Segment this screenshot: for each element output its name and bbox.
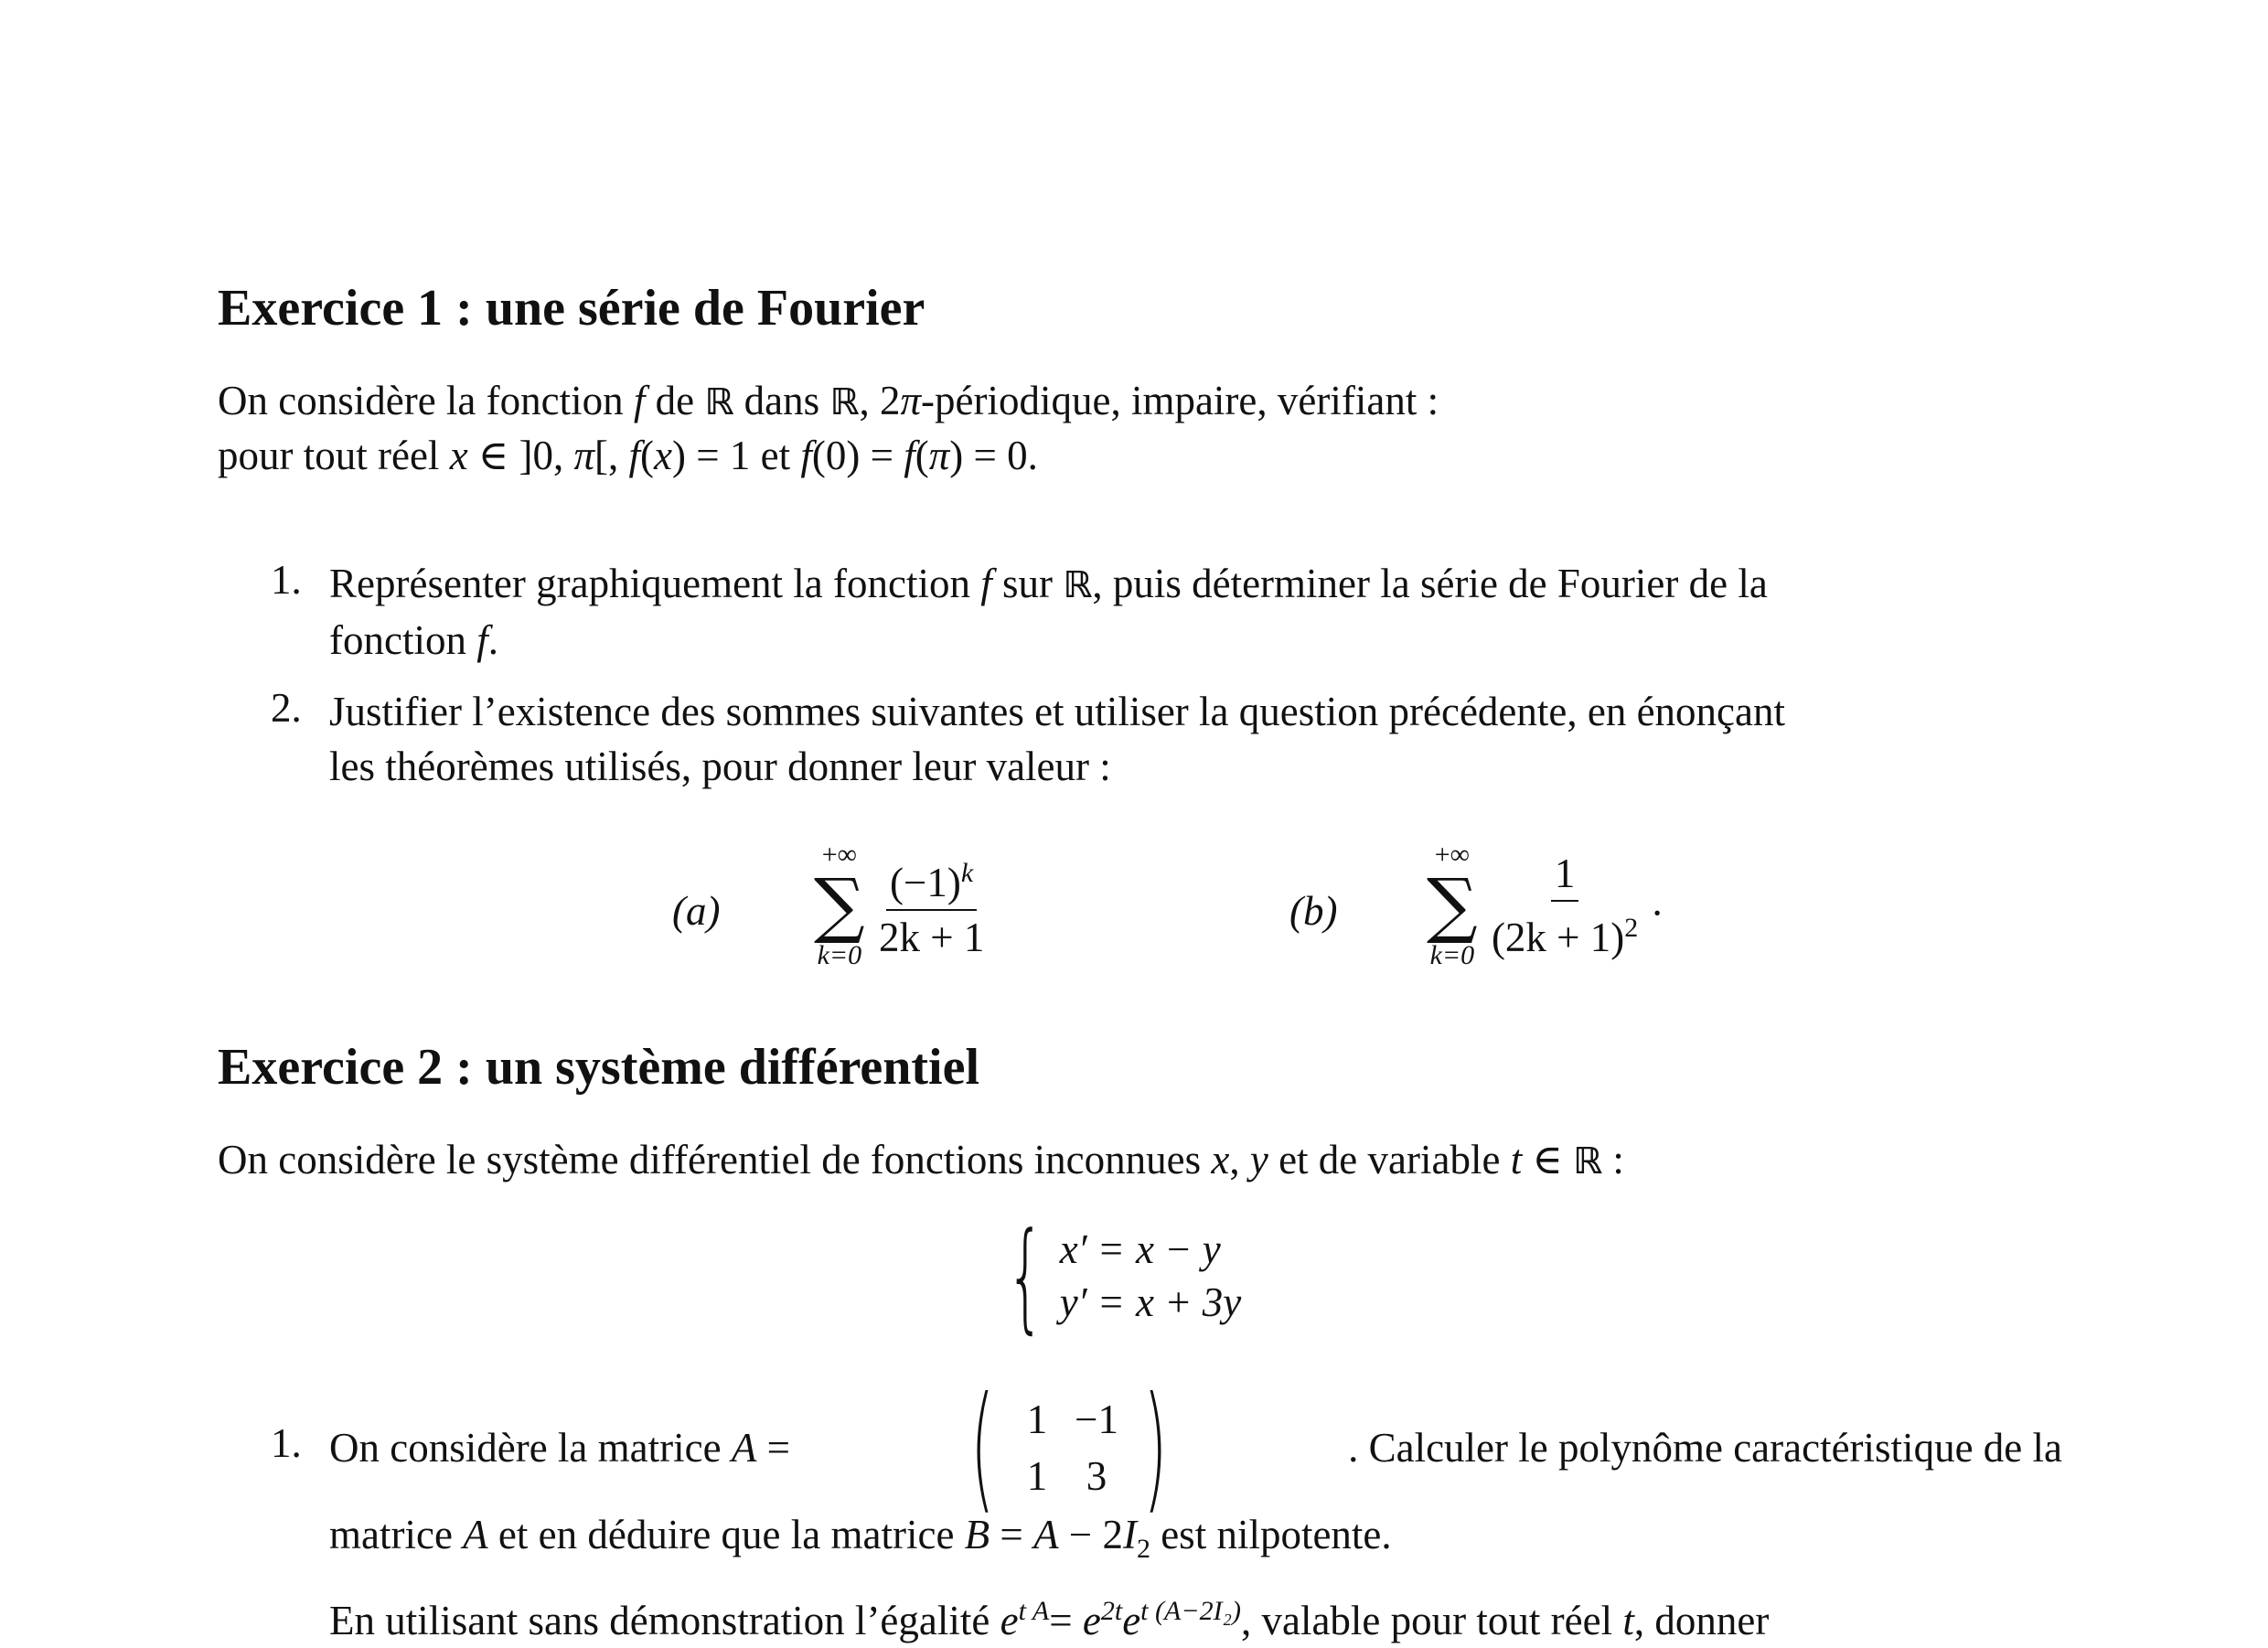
left-paren-icon: ( [970,1368,995,1527]
text: ∈ ]0, [467,433,574,478]
math-pi: π [573,433,595,478]
text: Représenter graphiquement la fonction [329,561,981,606]
text: . [1652,878,1663,925]
text: ) = 0. [949,433,1038,478]
question-number: 2. [271,685,302,731]
matrix-entry: 3 [1086,1453,1107,1499]
text: [, [594,433,629,478]
text: ∈ [1522,1137,1574,1182]
sum-a [814,840,988,971]
text: et en déduire que la matrice [487,1512,965,1557]
text: (−1) [890,860,961,905]
question-line [329,1584,2062,1648]
exponent: 2 [1624,913,1639,943]
upper-limit: +∞ [821,840,857,870]
question-number: 1. [271,557,302,603]
exercise-2-question-1 [329,1368,2062,1648]
equals: = [1099,1279,1123,1325]
math-f: f [904,433,915,478]
sigma-icon: ∑ [1427,864,1478,947]
math-x: x [654,433,673,478]
text: matrice [329,1512,464,1557]
exercise-1-title: Exercice 1 : une série de Fourier [218,280,925,337]
sigma-icon: ∑ [814,864,865,947]
text [329,1420,790,1475]
lower-limit: k=0 [1429,940,1475,970]
question-line: les théorèmes utilisés, pour donner leur valeur : [329,744,1111,789]
system-equations [1060,1223,1242,1329]
fraction [1488,847,1642,964]
math-reals: ℝ [829,381,860,423]
math-f: f [628,433,641,478]
text: ( [640,433,655,478]
sum-a-label [672,887,720,935]
math-x: x [449,433,468,478]
exercise-1-question-1 [329,556,2058,668]
text: et de variable [1268,1137,1511,1182]
math-A: A [463,1512,488,1557]
question-number: 1. [271,1420,302,1466]
lower-limit: k=0 [817,940,862,970]
text: On considère le système différentiel de fonctions inconnues [218,1137,1212,1182]
text: On considère la matrice [329,1425,732,1471]
math-A: A [731,1425,757,1471]
equation-rhs: x + 3y [1135,1279,1242,1325]
label: (b) [1289,888,1338,934]
text: , puis déterminer la série de Fourier de la [1092,561,1768,606]
question-line [329,556,2058,613]
equals: = [1099,1226,1123,1272]
exponent: t (A−2I₂) [1140,1596,1241,1626]
exercise-1-question-2 [329,684,1785,794]
fraction [875,847,988,964]
numerator: 1 [1551,847,1579,902]
text: = [990,1512,1034,1557]
matrix-entry: 1 [1026,1397,1048,1442]
equation-lhs: x′ [1059,1226,1087,1272]
question-line [329,613,2058,668]
text: En utilisant sans démonstration l’égalité [329,1598,1000,1643]
question-line [329,1507,2062,1577]
differential-system [988,1206,1242,1345]
math-A: A [1033,1512,1059,1557]
math-y: y [1249,1137,1268,1182]
math-reals: ℝ [1063,564,1093,606]
exercise-1-intro-line-2 [218,428,1038,483]
sum-b [1427,840,1663,971]
exponent: k [960,858,974,888]
exercise-2-intro [218,1132,1624,1189]
equation-rhs: x − y [1135,1226,1221,1272]
text: pour tout réel [218,433,450,478]
text: (0) = [811,433,904,478]
text: , [1229,1137,1250,1182]
math-reals: ℝ [1573,1140,1603,1182]
text: = [1049,1598,1083,1643]
text: On considère la fonction [218,378,634,423]
text: , 2 [859,378,901,423]
exercise-2-title: Exercice 2 : un système différentiel [218,1039,980,1096]
matrix-entry: −1 [1075,1397,1118,1442]
math-t: t [1510,1137,1523,1182]
math-f: f [980,561,992,606]
math-e: e [1082,1598,1101,1643]
exponent: t A [1018,1596,1050,1626]
sum-b-label [1289,887,1337,935]
text: fonction [329,617,477,663]
math-e: e [1122,1598,1141,1643]
text: , donner [1633,1598,1770,1643]
left-brace-icon: { [1006,1206,1045,1345]
math-x: x [1211,1137,1230,1182]
exponent: 2t [1100,1596,1123,1626]
upper-limit: +∞ [1434,840,1470,870]
sigma [814,840,865,971]
math-reals: ℝ [704,381,734,423]
math-pi: π [900,378,922,423]
math-I: I [1122,1512,1137,1557]
text: . Calculer le polynôme caractéristique de la [1348,1425,2062,1471]
denominator: 2k + 1 [878,915,985,960]
math-t: t [1622,1598,1634,1643]
text: ) = 1 et [672,433,801,478]
math-f: f [633,378,646,423]
question-line [329,1368,2062,1527]
math-pi: π [928,433,950,478]
text: sur [991,561,1064,606]
text: -périodique, impaire, vérifiant : [921,378,1439,423]
text: = [756,1425,790,1471]
denominator [1488,902,1642,964]
math-e: e [1000,1598,1019,1643]
right-paren-icon: ) [1143,1368,1168,1527]
text: de [645,378,705,423]
question-line: Justifier l’existence des sommes suivantes et utiliser la question précédente, en énonçant [329,689,1786,734]
matrix-entry: 1 [1026,1453,1048,1499]
text: est nilpotente. [1150,1512,1392,1557]
text: . [487,617,498,663]
sigma [1427,840,1478,971]
matrix-A [956,1368,1182,1527]
text: dans [733,378,830,423]
subscript: 2 [1136,1534,1150,1564]
math-f: f [476,617,488,663]
text: (2k + 1) [1491,915,1625,960]
text: , valable pour tout réel [1240,1598,1623,1643]
math-f: f [800,433,812,478]
equation-lhs: y′ [1059,1279,1087,1325]
text: ( [915,433,929,478]
matrix-entries [1010,1392,1129,1504]
text [329,556,1768,613]
numerator [886,847,977,911]
label: (a) [672,888,721,934]
math-B: B [964,1512,990,1557]
text: : [1602,1137,1624,1182]
exercise-1-intro-line-1 [218,373,1439,430]
text: − 2 [1058,1512,1123,1557]
